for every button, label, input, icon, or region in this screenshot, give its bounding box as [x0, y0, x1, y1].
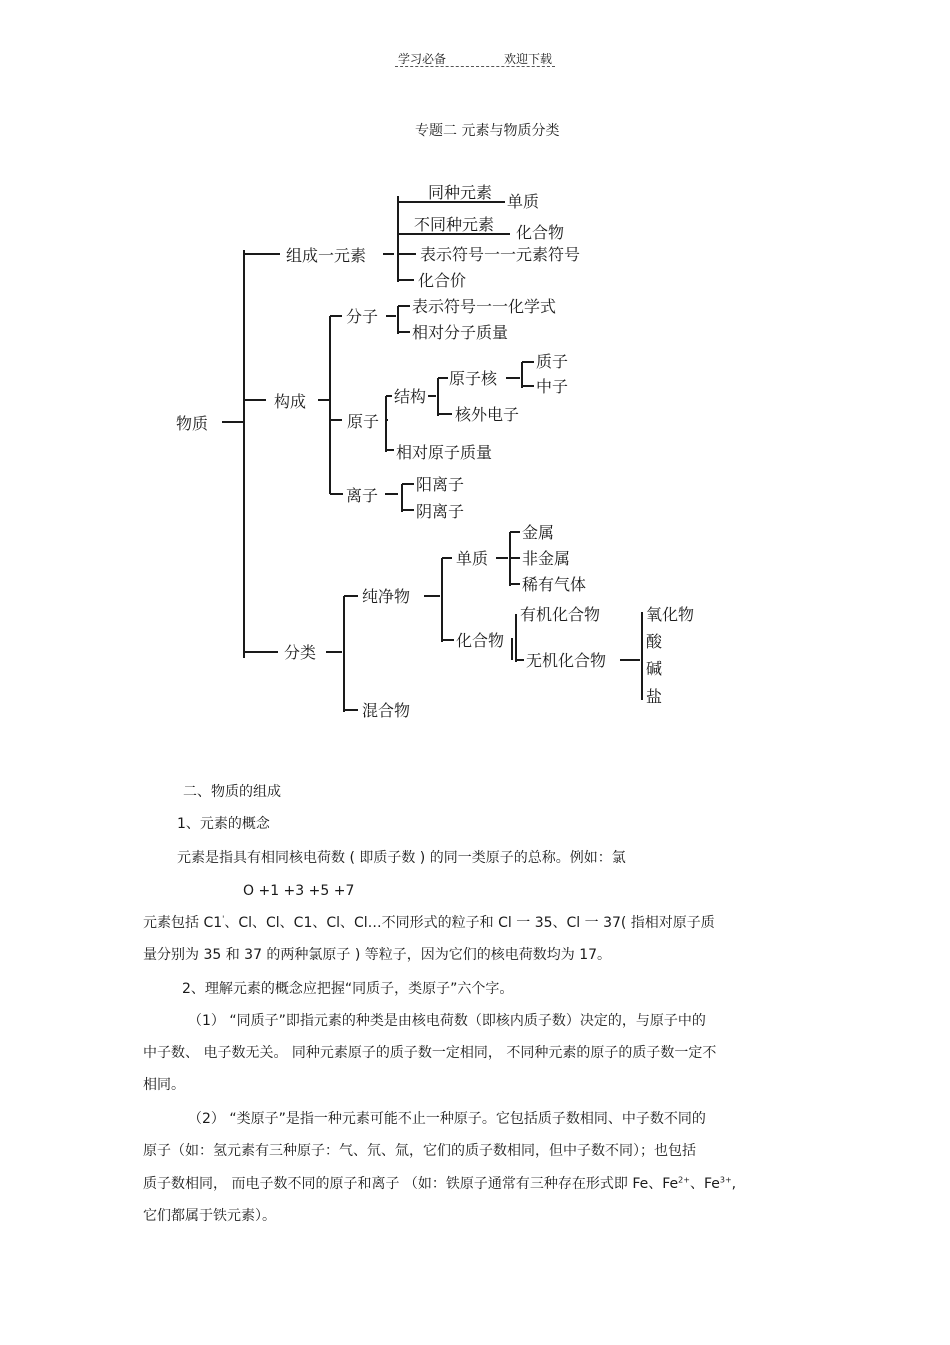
node-pure: 纯净物 — [362, 587, 411, 606]
node-classify: 分类 — [284, 643, 317, 662]
paragraph-2-mark: ' — [222, 914, 225, 924]
paragraph-7: 相同。 — [143, 1077, 185, 1093]
node-atom: 原子 — [347, 412, 380, 431]
node-noble-gas: 稀有气体 — [522, 575, 587, 594]
node-metal: 金属 — [522, 523, 555, 542]
paragraph-10-c: , — [731, 1176, 737, 1192]
header-left: 学习必备 — [398, 52, 447, 66]
node-compound: 化合物 — [516, 223, 565, 242]
paragraph-2 — [143, 914, 715, 932]
paragraph-4: 2、理解元素的概念应把握“同质子，类原子”六个字。 — [182, 981, 514, 997]
node-acid: 酸 — [646, 632, 663, 651]
node-symbol-label: 表示符号一一元素符号 — [420, 245, 581, 264]
node-diff-element: 不同种元素 — [414, 215, 495, 234]
paragraph-10 — [143, 1175, 736, 1193]
fe2-charge: 2+ — [678, 1175, 690, 1185]
node-root: 物质 — [176, 414, 209, 433]
node-base: 碱 — [646, 659, 663, 678]
node-compound2: 化合物 — [456, 631, 505, 650]
node-molecule: 分子 — [346, 307, 379, 326]
node-structure: 构成 — [274, 392, 307, 411]
paragraph-9: 原子（如：氢元素有三种原子：气、氘、氚，它们的质子数相同，但中子数不同）；也包括 — [143, 1143, 696, 1159]
fe3-charge: 3+ — [719, 1175, 732, 1185]
paragraph-8: （2） “类原子”是指一种元素可能不止一种原子。它包括质子数相同、中子数不同的 — [188, 1111, 706, 1127]
paragraph-11: 它们都属于铁元素）。 — [143, 1208, 276, 1224]
header-right: 欢迎下载 — [504, 52, 553, 66]
node-same-element: 同种元素 — [428, 183, 493, 202]
paragraph-2-b: 、Cl、Cl、C1、Cl、Cl…不同形式的粒子和 Cl 一 35、Cl 一 37( 指相对原子质 — [224, 915, 715, 931]
node-salt: 盐 — [646, 687, 663, 706]
paragraph-5: （1） “同质子”即指元素的种类是由核电荷数（即核内质子数）决定的，与原子中的 — [188, 1013, 706, 1029]
node-electron: 核外电子 — [455, 405, 520, 424]
section-heading: 二、物质的组成 — [183, 784, 281, 800]
node-mixture: 混合物 — [362, 701, 411, 720]
node-rel-mol-mass: 相对分子质量 — [412, 323, 509, 342]
paragraph-3: 量分别为 35 和 37 的两种氯原子 ) 等粒子，因为它们的核电荷数均为 17。 — [143, 947, 612, 963]
node-organic: 有机化合物 — [520, 605, 601, 624]
paragraph-1: 元素是指具有相同核电荷数 ( 即质子数 ) 的同一类原子的总称。例如：氯 — [177, 850, 626, 866]
node-simple-substance: 单质 — [507, 192, 540, 211]
paragraph-10-b: 、Fe — [689, 1176, 720, 1192]
valence-row: O +1 +3 +5 +7 — [243, 883, 355, 899]
node-rel-atom-mass: 相对原子质量 — [396, 443, 493, 462]
node-neutron: 中子 — [536, 377, 569, 396]
node-nucleus: 原子核 — [449, 369, 498, 388]
paragraph-10-a: 质子数相同， 而电子数不同的原子和离子 （如：铁原子通常有三种存在形式即 Fe、Fe — [143, 1176, 679, 1192]
node-oxide: 氧化物 — [646, 605, 695, 624]
node-mol-symbol: 表示符号一一化学式 — [412, 297, 557, 316]
node-anion: 阴离子 — [416, 502, 465, 521]
paragraph-2-a: 元素包括 C1 — [143, 915, 223, 931]
node-composition: 组成一元素 — [286, 246, 367, 265]
node-cation: 阳离子 — [416, 475, 465, 494]
page-title: 专题二 元素与物质分类 — [415, 123, 560, 139]
node-nonmetal: 非金属 — [522, 549, 571, 568]
subsection-heading: 1、元素的概念 — [177, 816, 270, 832]
node-valence: 化合价 — [418, 271, 467, 290]
node-ion: 离子 — [346, 486, 379, 505]
node-inorganic: 无机化合物 — [526, 651, 607, 670]
node-proton: 质子 — [536, 352, 569, 371]
node-atom-structure: 结构 — [394, 387, 427, 406]
node-simple: 单质 — [456, 549, 489, 568]
paragraph-6: 中子数、 电子数无关。 同种元素原子的质子数一定相同， 不同种元素的原子的质子数一定不 — [143, 1045, 717, 1061]
